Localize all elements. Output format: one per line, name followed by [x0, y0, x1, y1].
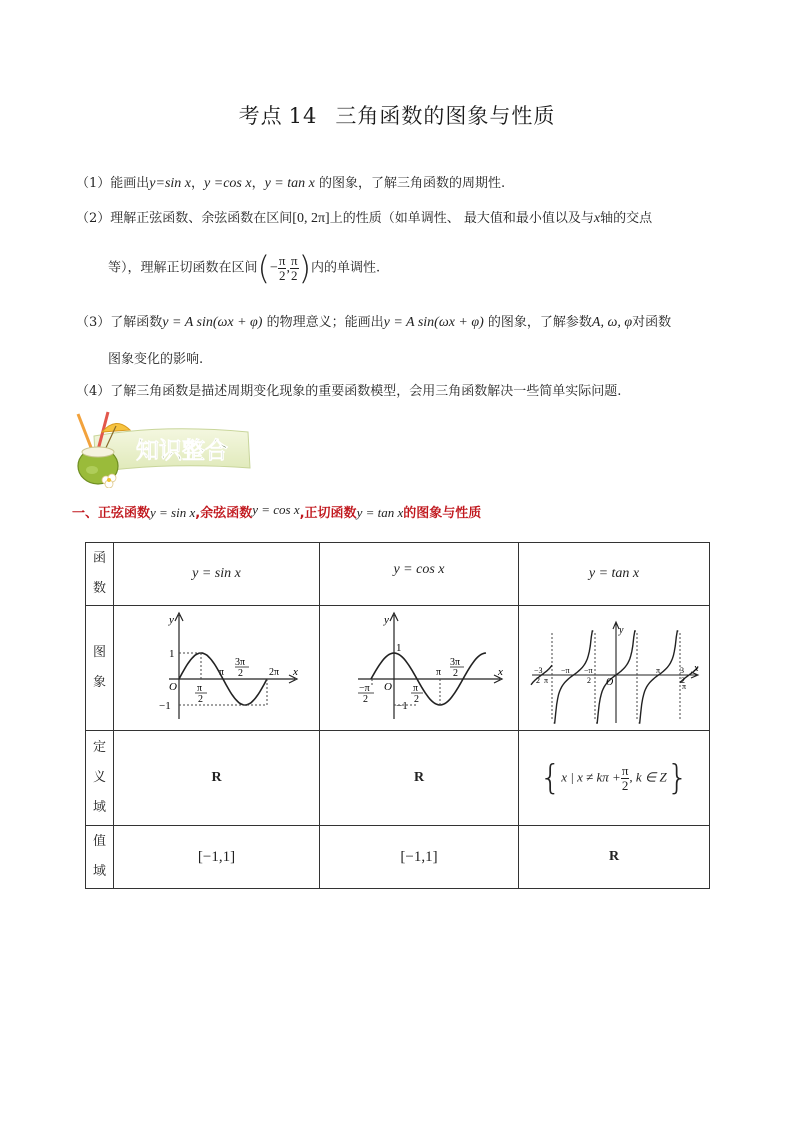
requirement-3: （3）了解函数y = A sin(ωx + φ) 的物理意义；能画出y = A sin(ωx + φ) 的图象，了解参数A, ω, φ对函数 [76, 315, 672, 330]
knowledge-banner [72, 410, 252, 488]
svg-text:3π: 3π [234, 657, 245, 668]
cos-graph [322, 607, 517, 725]
svg-text:−π: −π [358, 683, 370, 694]
umbrella-icon [102, 423, 130, 432]
table-row-domain [86, 731, 710, 826]
svg-text:1: 1 [168, 648, 174, 660]
table-row-functions [86, 543, 710, 606]
svg-text:x: x [693, 663, 698, 674]
row-header-function: 函 数 [86, 543, 114, 606]
svg-text:2: 2 [197, 694, 203, 705]
flower-icon [102, 474, 116, 488]
properties-table [85, 542, 710, 889]
cell-cos-graph [320, 606, 519, 731]
svg-text:O: O [168, 681, 177, 693]
row-header-graph: 图 象 [86, 606, 114, 731]
svg-text:−1: −1 [395, 700, 408, 712]
svg-text:2: 2 [535, 676, 540, 685]
banner-title: 知识整合 [136, 438, 228, 463]
requirement-4: （4）了解三角函数是描述周期变化现象的重要函数模型，会用三角函数解决一些简单实际问题. [76, 384, 622, 399]
cell-tan-graph [519, 606, 710, 731]
svg-text:π: π [435, 667, 441, 678]
svg-text:O: O [383, 681, 392, 693]
sin-graph [117, 607, 317, 725]
fraction-pi-over-2: $\frac{\pi}{2}$ [290, 252, 298, 283]
svg-text:2: 2 [452, 668, 458, 679]
row-header-range: 值 域 [86, 826, 114, 889]
title-number: 14 [288, 104, 318, 128]
svg-text:−π: −π [560, 666, 570, 675]
svg-text:2: 2 [413, 694, 419, 705]
cell-tan-func: y = tan x [519, 543, 710, 606]
requirement-2-continued: 等），理解正切函数在区间(− $\frac{\pi}{2}$ , $\frac{\pi}{2}$ )内的单调性. [108, 249, 381, 287]
cell-cos-domain: R [320, 731, 519, 826]
title-text: 三角函数的图象与性质 [335, 104, 556, 128]
requirement-1: （1）能画出y=sin x，y =cos x，y = tan x 的图象，了解三角函数的周期性. [76, 176, 506, 191]
table-row-graphs [86, 606, 710, 731]
cell-tan-range: R [519, 826, 710, 889]
svg-text:2: 2 [680, 676, 685, 685]
svg-text:2: 2 [586, 676, 591, 685]
svg-text:O: O [605, 677, 613, 688]
svg-text:π: π [218, 667, 224, 678]
cell-sin-range: [−1,1] [114, 826, 320, 889]
svg-text:x: x [292, 666, 298, 678]
svg-text:−3: −3 [533, 666, 543, 675]
table-row-range [86, 826, 710, 889]
svg-text:2: 2 [362, 694, 368, 705]
section-heading: 一、正弦函数y = sin x,余弦函数y = cos x,正切函数y = tan x的图象与性质 [72, 502, 482, 521]
requirement-2: （2）理解正弦函数、余弦函数在区间[0, 2π]上的性质（如单调性、 最大值和最小值以及与x轴的交点 [76, 211, 653, 226]
cell-cos-range: [−1,1] [320, 826, 519, 889]
requirement-3-continued: 图象变化的影响. [108, 352, 204, 367]
cell-sin-domain: R [114, 731, 320, 826]
page-title [0, 100, 794, 130]
svg-text:3: 3 [679, 666, 684, 675]
tan-branch [638, 631, 678, 723]
svg-text:−π: −π [583, 666, 593, 675]
svg-text:π: π [543, 676, 548, 685]
fraction-neg-pi-over-2: $\frac{\pi}{2}$ [278, 252, 286, 283]
svg-text:y: y [383, 614, 389, 626]
svg-text:y: y [618, 625, 623, 636]
svg-text:3π: 3π [449, 657, 460, 668]
svg-text:π: π [196, 683, 202, 694]
cell-tan-domain: {x | x ≠ kπ + $\frac{\pi}{2}$ , k ∈ Z} [519, 731, 710, 826]
svg-text:2: 2 [237, 668, 243, 679]
tan-curves [531, 631, 698, 723]
tan-graph [522, 607, 707, 725]
svg-text:π: π [412, 683, 418, 694]
cell-sin-func: y = sin x [114, 543, 320, 606]
svg-text:π: π [681, 682, 686, 691]
svg-text:x: x [497, 666, 503, 678]
svg-text:y: y [168, 614, 174, 626]
svg-text:π: π [655, 666, 660, 675]
svg-text:−1: −1 [158, 700, 171, 712]
row-header-domain: 定 义 域 [86, 731, 114, 826]
cell-cos-func: y = cos x [320, 543, 519, 606]
svg-text:2π: 2π [268, 667, 279, 678]
title-prefix: 考点 [238, 104, 283, 128]
svg-text:1: 1 [395, 642, 401, 654]
cell-sin-graph [114, 606, 320, 731]
